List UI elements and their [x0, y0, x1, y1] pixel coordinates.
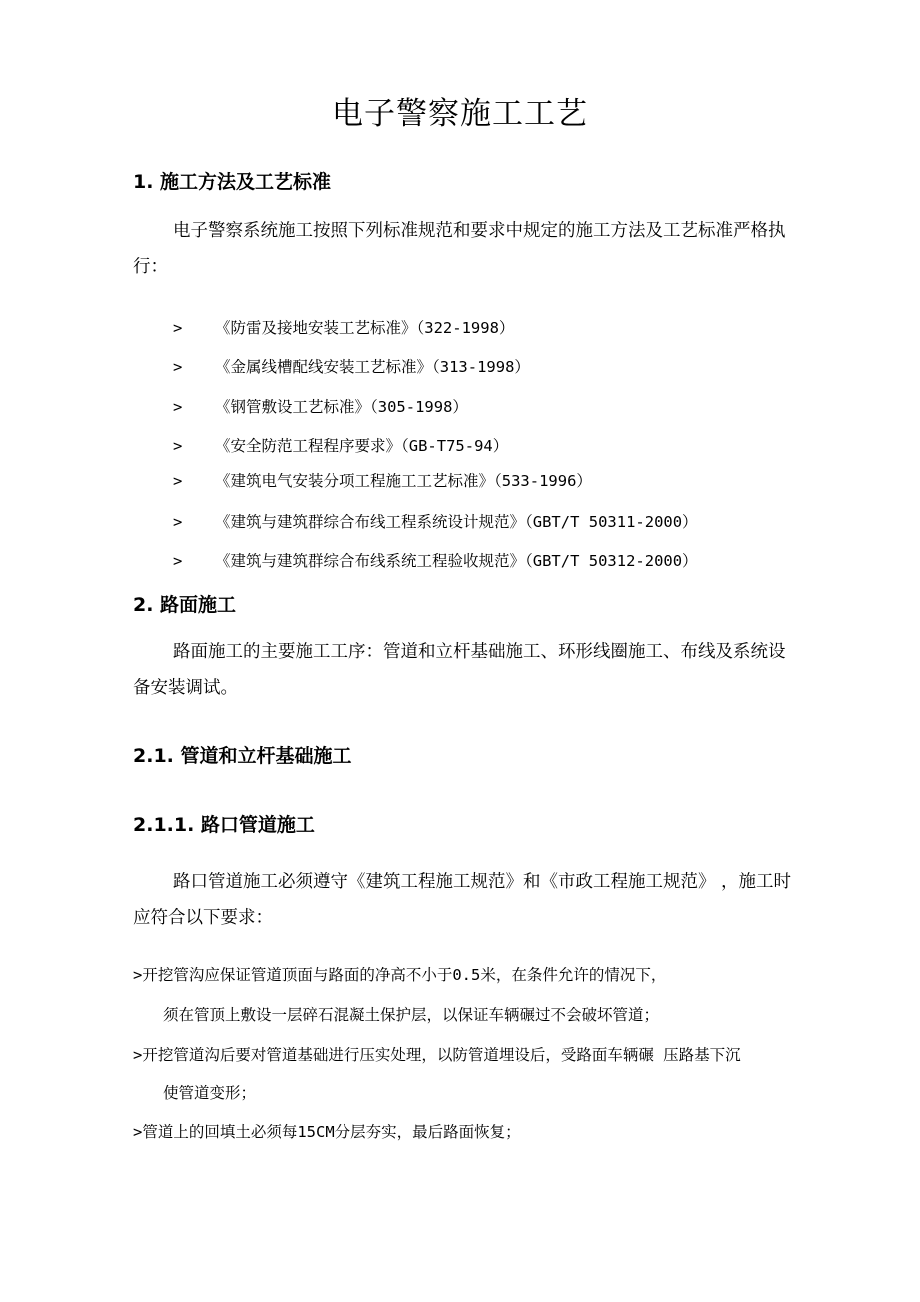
bullet-marker: > — [173, 319, 183, 337]
bullet-marker: > — [173, 437, 183, 455]
reference-text: 《防雷及接地安装工艺标准》（322-1998） — [215, 319, 515, 337]
section-2-intro — [133, 634, 793, 706]
reference-item — [173, 316, 514, 338]
requirement-line: >开挖管沟应保证管道顶面与路面的净高不小于0.5米，在条件允许的情况下， — [133, 966, 667, 984]
reference-text: 《建筑与建筑群综合布线系统工程验收规范》（GBT/T 50312-2000） — [215, 552, 698, 570]
bullet-marker: > — [173, 358, 183, 376]
section-2-1-1-intro-text: 路口管道施工必须遵守《建筑工程施工规范》和《市政工程施工规范》 ，施工时应符合以下要求： — [133, 872, 792, 928]
reference-text: 《安全防范工程程序要求》（GB-T75-94） — [215, 437, 509, 455]
section-1-intro — [133, 213, 793, 285]
requirement-line: >开挖管道沟后要对管道基础进行压实处理，以防管道埋设后，受路面车辆碾 压路基下沉 — [133, 1046, 741, 1064]
section-2-1-1-heading: 2.1.1. 路口管道施工 — [133, 814, 315, 836]
bullet-marker: > — [173, 513, 183, 531]
requirement-line: >管道上的回填土必须每15CM分层夯实，最后路面恢复； — [133, 1123, 521, 1141]
section-2-heading: 2. 路面施工 — [133, 594, 237, 616]
bullet-marker: > — [173, 472, 183, 490]
section-2-intro-text: 路面施工的主要施工工序：管道和立杆基础施工、环形线圈施工、布线及系统设备安装调试。 — [133, 642, 786, 698]
reference-item — [173, 434, 508, 456]
document-title: 电子警察施工工艺 — [332, 96, 588, 132]
section-2-1-heading: 2.1. 管道和立杆基础施工 — [133, 745, 352, 767]
bullet-marker: > — [173, 552, 183, 570]
reference-item — [173, 355, 530, 377]
section-1-intro-text: 电子警察系统施工按照下列标准规范和要求中规定的施工方法及工艺标准严格执行： — [133, 221, 786, 277]
reference-text: 《钢管敷设工艺标准》（305-1998） — [215, 398, 468, 416]
reference-text: 《建筑电气安装分项工程施工工艺标准》（533-1996） — [215, 472, 592, 490]
reference-item — [173, 549, 698, 571]
requirement-line-continued: 使管道变形； — [163, 1084, 257, 1102]
reference-item — [173, 395, 468, 417]
reference-item — [173, 469, 592, 491]
reference-text: 《金属线槽配线安装工艺标准》（313-1998） — [215, 358, 530, 376]
section-2-1-1-intro — [133, 864, 793, 936]
reference-item — [173, 510, 698, 532]
reference-text: 《建筑与建筑群综合布线工程系统设计规范》（GBT/T 50311-2000） — [215, 513, 698, 531]
bullet-marker: > — [173, 398, 183, 416]
section-1-heading: 1. 施工方法及工艺标准 — [133, 171, 332, 193]
requirement-line-continued: 须在管顶上敷设一层碎石混凝土保护层，以保证车辆碾过不会破坏管道； — [163, 1006, 660, 1024]
